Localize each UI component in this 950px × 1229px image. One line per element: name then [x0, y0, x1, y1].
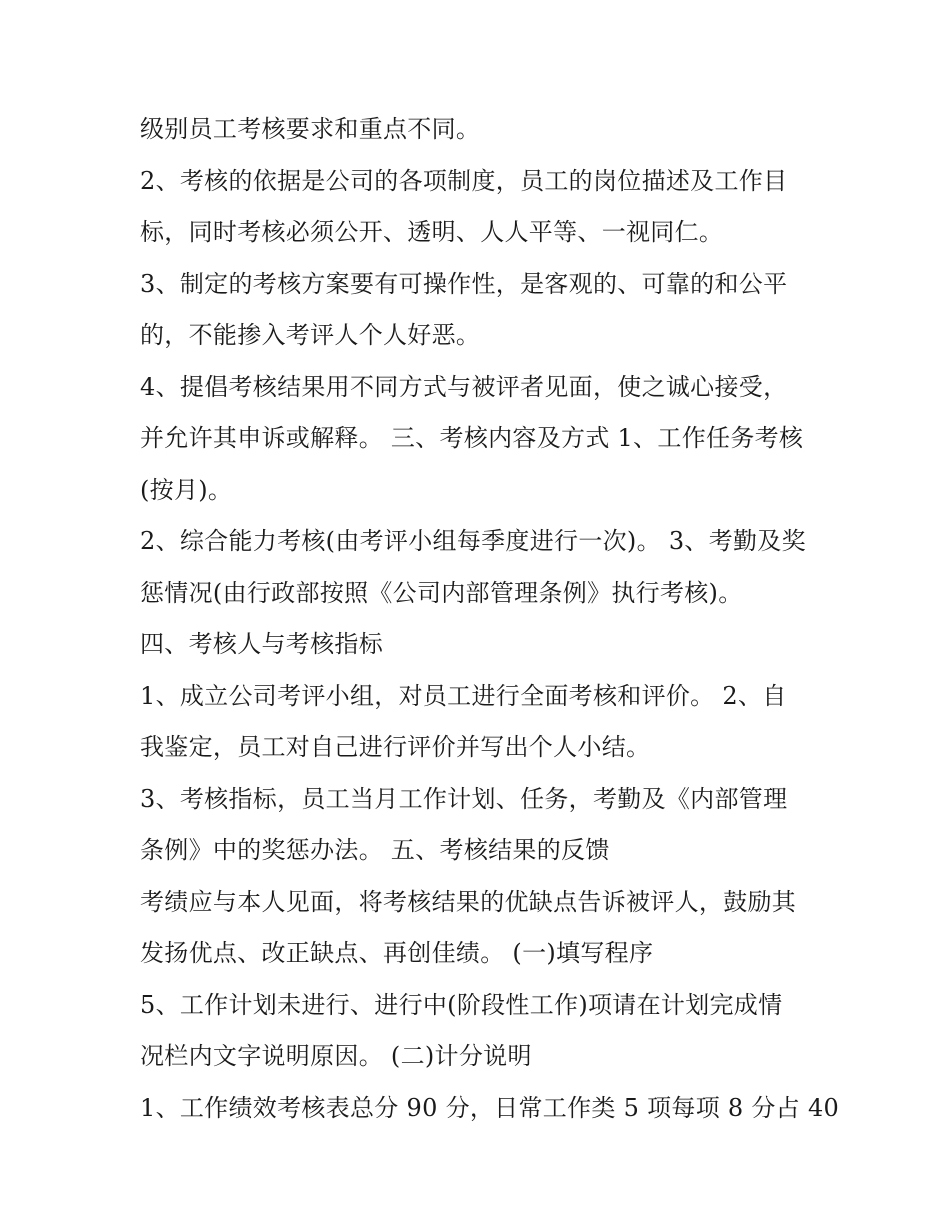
text-line: (按月)。 — [140, 475, 233, 504]
text-line: 标，同时考核必须公开、透明、人人平等、一视同仁。 — [140, 218, 724, 246]
text-line: 2、综合能力考核(由考评小组每季度进行一次)。 3、考勤及奖 — [140, 527, 806, 555]
text-line: 5、工作计划未进行、进行中(阶段性工作)项请在计划完成情 — [140, 990, 783, 1019]
text-line: 并允许其申诉或解释。 三、考核内容及方式 1、工作任务考核 — [140, 424, 804, 452]
text-line: 3、考核指标，员工当月工作计划、任务，考勤及《内部管理 — [140, 784, 788, 813]
text-line: 惩情况(由行政部按照《公司内部管理条例》执行考核)。 — [140, 578, 743, 607]
text-line: 考绩应与本人见面，将考核结果的优缺点告诉被评人，鼓励其 — [140, 887, 797, 916]
text-line: 级别员工考核要求和重点不同。 — [140, 115, 481, 143]
text-line: 况栏内文字说明原因。 (二)计分说明 — [140, 1042, 532, 1070]
body-text — [140, 104, 840, 1134]
text-line: 发扬优点、改正缺点、再创佳绩。 (一)填写程序 — [140, 939, 654, 967]
text-line: 1、工作绩效考核表总分 90 分，日常工作类 5 项每项 8 分占 40 — [140, 1093, 840, 1122]
section-heading: 四、考核人与考核指标 — [140, 630, 383, 658]
text-line: 2、考核的依据是公司的各项制度，员工的岗位描述及工作目 — [140, 166, 788, 195]
text-line: 1、成立公司考评小组，对员工进行全面考核和评价。 2、自 — [140, 681, 787, 710]
text-line: 3、制定的考核方案要有可操作性，是客观的、可靠的和公平 — [140, 269, 788, 298]
text-line: 我鉴定，员工对自己进行评价并写出个人小结。 — [140, 733, 651, 761]
text-line: 4、提倡考核结果用不同方式与被评者见面，使之诚心接受， — [140, 372, 788, 401]
text-line: 条例》中的奖惩办法。 五、考核结果的反馈 — [140, 836, 610, 864]
text-line: 的，不能掺入考评人个人好恶。 — [140, 321, 481, 349]
